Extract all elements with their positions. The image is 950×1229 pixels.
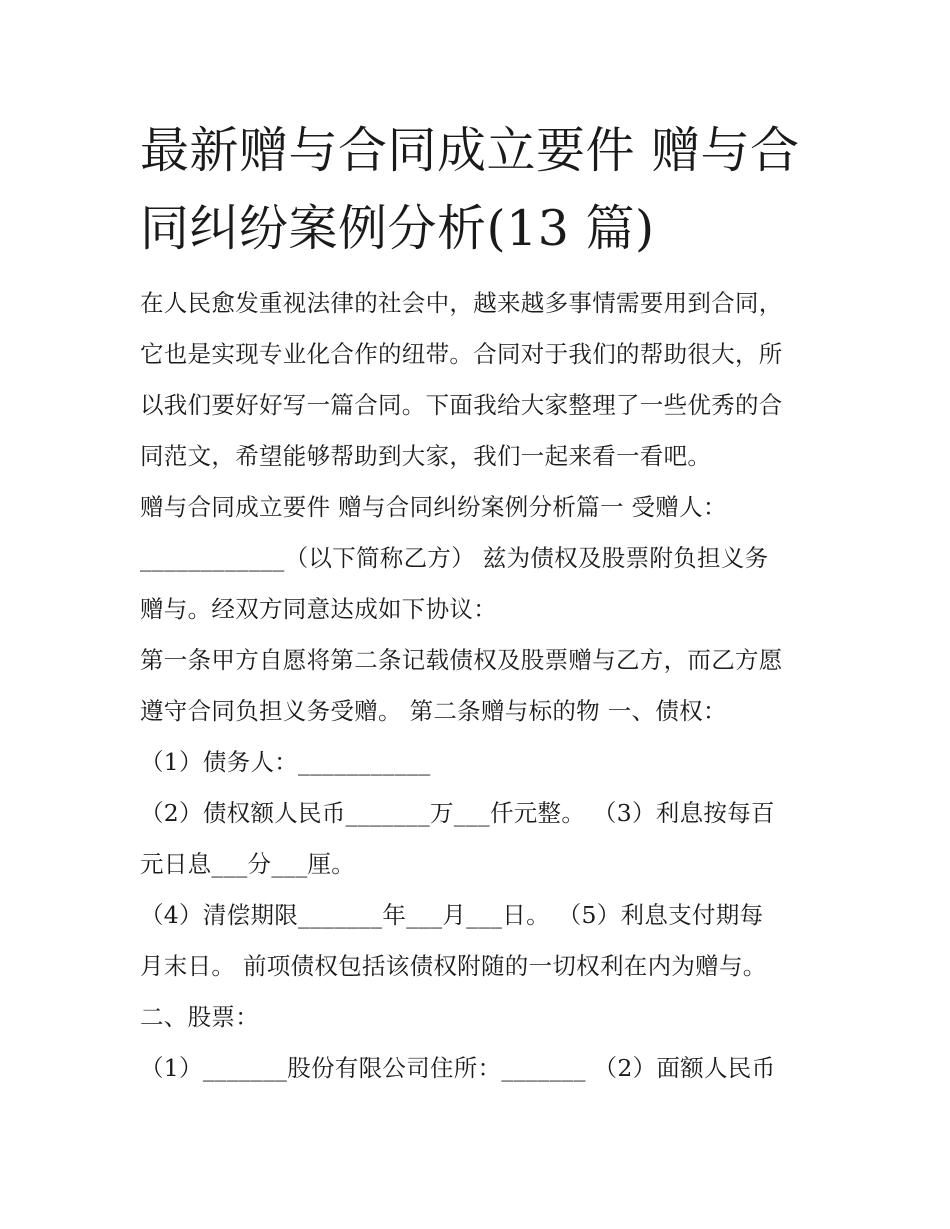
body-line: 月末日。 前项债权包括该债权附随的一切权利在内为赠与。 xyxy=(140,952,767,980)
body-line: 同范文，希望能够帮助到大家，我们一起来看一看吧。 xyxy=(140,442,712,470)
body-line: 赠与合同成立要件 赠与合同纠纷案例分析篇一 受赠人： xyxy=(140,493,727,521)
body-line: 它也是实现专业化合作的纽带。合同对于我们的帮助很大，所 xyxy=(140,340,783,368)
body-line: （2）债权额人民币_______万___仟元整。 （3）利息按每百 xyxy=(140,799,775,827)
document-title: 最新赠与合同成立要件 赠与合同纠纷案例分析(13 篇) xyxy=(140,122,800,257)
body-line: （4）清偿期限_______年___月___日。 （5）利息支付期每 xyxy=(140,901,764,929)
body-line: 赠与。经双方同意达成如下协议： xyxy=(140,595,497,623)
body-line: （1）_______股份有限公司住所：_______ （2）面额人民币 xyxy=(140,1054,776,1082)
document-body xyxy=(140,278,820,1094)
body-line: 元日息___分___厘。 xyxy=(140,850,356,878)
body-line: （1）债务人：___________ xyxy=(140,748,431,776)
body-line: ____________（以下简称乙方） 兹为债权及股票附负担义务 xyxy=(140,544,769,572)
body-line: 第一条甲方自愿将第二条记载债权及股票赠与乙方，而乙方愿 xyxy=(140,646,783,674)
body-line: 二、股票： xyxy=(140,1003,259,1031)
body-line: 以我们要好好写一篇合同。下面我给大家整理了一些优秀的合 xyxy=(140,391,783,419)
body-line: 遵守合同负担义务受赠。 第二条赠与标的物 一、债权： xyxy=(140,697,727,725)
document-page xyxy=(140,112,820,1094)
body-line: 在人民愈发重视法律的社会中，越来越多事情需要用到合同， xyxy=(140,289,783,317)
